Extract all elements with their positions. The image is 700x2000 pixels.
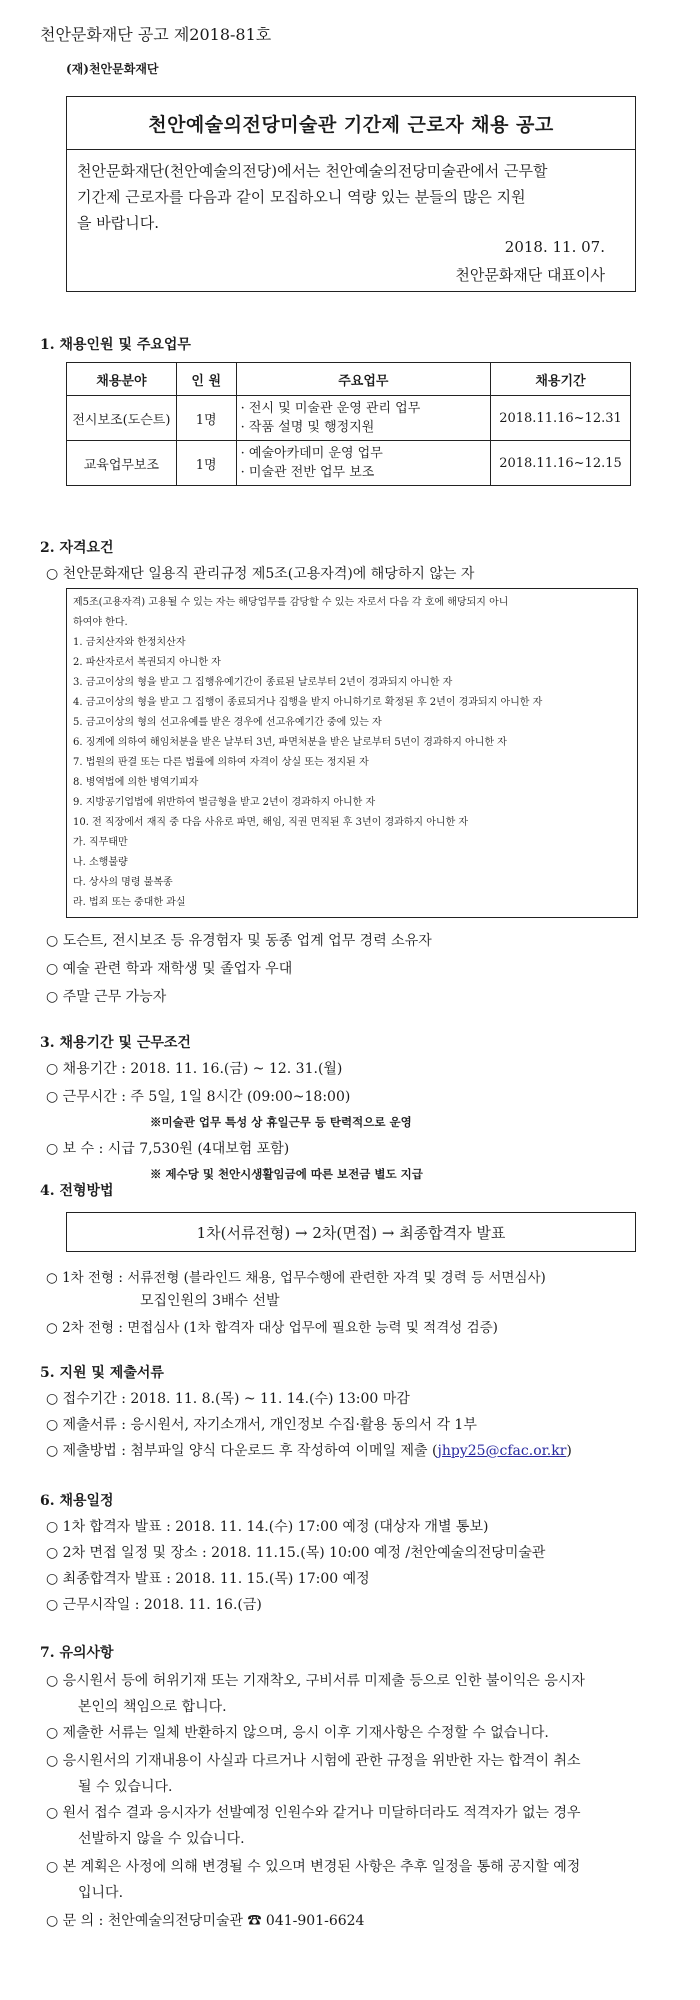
duty-line: · 전시 및 미술관 운영 관리 업무 (240, 401, 421, 416)
table-header: 주요업무 (236, 363, 490, 396)
rule-box (66, 588, 638, 918)
rule-line: 제5조(고용자격) 고용될 수 있는 자는 해당업무를 감당할 수 있는 자로서 다음 각 호에 해당되지 아니 (73, 597, 509, 608)
org-label: (재)천안문화재단 (66, 62, 159, 76)
first-round: ○ 1차 전형 : 서류전형 (블라인드 채용, 업무수행에 관련한 자격 및 경력 등 서면심사) (46, 1270, 546, 1286)
employment-period: ○ 채용기간 : 2018. 11. 16.(금) ~ 12. 31.(월) (46, 1061, 343, 1077)
qualification-bullet: ○ 주말 근무 가능자 (46, 989, 167, 1005)
duty-cell (236, 396, 490, 441)
section-title: 4. 전형방법 (40, 1183, 114, 1199)
rule-line: 5. 금고이상의 형의 선고유예를 받은 경우에 선고유예기간 중에 있는 자 (73, 717, 382, 728)
table-row (67, 441, 631, 486)
section-title: 2. 자격요건 (40, 540, 114, 556)
rule-line: 7. 법원의 판결 또는 다른 법률에 의하여 자격이 상실 또는 정지된 자 (73, 757, 369, 768)
rule-line: 하여야 한다. (73, 617, 128, 628)
pay: ○ 보 수 : 시급 7,530원 (4대보험 포함) (46, 1141, 290, 1157)
schedule-item: ○ 최종합격자 발표 : 2018. 11. 15.(목) 17:00 예정 (46, 1571, 370, 1587)
caution-item: ○ 제출한 서류는 일체 반환하지 않으며, 응시 이후 기재사항은 수정할 수 없습니다. (46, 1725, 549, 1741)
schedule-item: ○ 근무시작일 : 2018. 11. 16.(금) (46, 1597, 262, 1613)
caution-item-cont: 입니다. (78, 1885, 124, 1901)
rule-line: 나. 소행불량 (73, 857, 128, 868)
required-documents: ○ 제출서류 : 응시원서, 자기소개서, 개인정보 수집·활용 동의서 각 1부 (46, 1417, 477, 1433)
duty-cell (236, 441, 490, 486)
caution-item-cont: 선발하지 않을 수 있습니다. (78, 1831, 245, 1847)
table-header: 채용분야 (67, 363, 177, 396)
duty-line: · 미술관 전반 업무 보조 (240, 465, 375, 480)
selection-flow: 1차(서류전형) → 2차(면접) → 최종합격자 발표 (196, 1223, 506, 1242)
section-title: 1. 채용인원 및 주요업무 (40, 337, 191, 353)
period-cell: 2018.11.16~12.31 (491, 396, 631, 441)
hiring-table (66, 362, 631, 486)
duty-line: · 작품 설명 및 행정지원 (240, 420, 375, 435)
table-header: 채용기간 (491, 363, 631, 396)
intro-box (66, 150, 636, 292)
section-title: 7. 유의사항 (40, 1645, 114, 1661)
second-round: ○ 2차 전형 : 면접심사 (1차 합격자 대상 업무에 필요한 능력 및 적격성 검증) (46, 1320, 498, 1336)
selection-flow-box (66, 1212, 636, 1252)
notice-number: 천안문화재단 공고 제2018-81호 (40, 25, 272, 44)
table-row (67, 396, 631, 441)
caution-item: ○ 본 계획은 사정에 의해 변경될 수 있으며 변경된 사항은 추후 일정을 통해 공지할 예정 (46, 1859, 581, 1875)
qualification-main: ○ 천안문화재단 일용직 관리규정 제5조(고용자격)에 해당하지 않는 자 (46, 566, 475, 582)
qualification-bullet: ○ 도슨트, 전시보조 등 유경험자 및 동종 업계 업무 경력 소유자 (46, 933, 432, 949)
email-link[interactable]: jhpy25@cfac.or.kr (437, 1443, 567, 1459)
rule-line: 다. 상사의 명령 불복종 (73, 877, 173, 888)
intro-line: 기간제 근로자를 다음과 같이 모집하오니 역량 있는 분들의 많은 지원 (77, 188, 526, 206)
intro-line: 을 바랍니다. (77, 214, 159, 232)
schedule-item: ○ 2차 면접 일정 및 장소 : 2018. 11.15.(목) 10:00 예정 /천안예술의전당미술관 (46, 1545, 546, 1561)
period-cell: 2018.11.16~12.15 (491, 441, 631, 486)
field-cell: 교육업무보조 (67, 441, 177, 486)
rule-line: 8. 병역법에 의한 병역기피자 (73, 777, 199, 788)
rule-line: 3. 금고이상의 형을 받고 그 집행유예기간이 종료된 날로부터 2년이 경과되지 아니한 자 (73, 677, 453, 688)
section-title: 6. 채용일정 (40, 1493, 114, 1509)
section-title: 5. 지원 및 제출서류 (40, 1365, 164, 1381)
caution-item: ○ 원서 접수 결과 응시자가 선발예정 인원수와 같거나 미달하더라도 적격자가 없는 경우 (46, 1805, 581, 1821)
contact-info: ○ 문 의 : 천안예술의전당미술관 ☎ 041-901-6624 (46, 1913, 365, 1929)
submission-method-text: ○ 제출방법 : 첨부파일 양식 다운로드 후 작성하여 이메일 제출 ( (46, 1443, 438, 1459)
count-cell: 1명 (176, 396, 236, 441)
field-cell: 전시보조(도슨트) (67, 396, 177, 441)
section-title: 3. 채용기간 및 근무조건 (40, 1035, 191, 1051)
pay-note: ※ 제수당 및 천안시생활임금에 따른 보전금 별도 지급 (150, 1167, 423, 1181)
qualification-bullet: ○ 예술 관련 학과 재학생 및 졸업자 우대 (46, 961, 293, 977)
work-hours-note: ※미술관 업무 특성 상 휴일근무 등 탄력적으로 운영 (150, 1115, 412, 1129)
caution-item-cont: 될 수 있습니다. (78, 1779, 173, 1795)
rule-line: 2. 파산자로서 복권되지 아니한 자 (73, 657, 221, 668)
intro-line: 천안문화재단(천안예술의전당)에서는 천안예술의전당미술관에서 근무할 (77, 162, 548, 180)
caution-item-cont: 본인의 책임으로 합니다. (78, 1699, 227, 1715)
work-hours: ○ 근무시간 : 주 5일, 1일 8시간 (09:00~18:00) (46, 1089, 351, 1105)
rule-line: 4. 금고이상의 형을 받고 그 집행이 종료되거나 집행을 받지 아니하기로 확정된 후 2년이 경과되지 아니한 자 (73, 697, 543, 708)
rule-line: 1. 금치산자와 한정치산자 (73, 637, 186, 648)
application-period: ○ 접수기간 : 2018. 11. 8.(목) ~ 11. 14.(수) 13:00 마감 (46, 1391, 410, 1407)
first-round-cont: 모집인원의 3배수 선발 (140, 1293, 280, 1309)
duty-line: · 예술아카데미 운영 업무 (240, 446, 383, 461)
rule-line: 6. 징계에 의하여 해임처분을 받은 날부터 3년, 파면처분을 받은 날로부터 5년이 경과하지 아니한 자 (73, 737, 507, 748)
count-cell: 1명 (176, 441, 236, 486)
table-header: 인 원 (176, 363, 236, 396)
submission-method-end: ) (566, 1443, 572, 1459)
notice-date: 2018. 11. 07. (504, 238, 605, 256)
schedule-item: ○ 1차 합격자 발표 : 2018. 11. 14.(수) 17:00 예정 (대상자 개별 통보) (46, 1519, 489, 1535)
rule-line: 9. 지방공기업법에 위반하여 벌금형을 받고 2년이 경과하지 아니한 자 (73, 797, 376, 808)
rule-line: 라. 법죄 또는 중대한 과실 (73, 897, 186, 908)
rule-line: 가. 직무태만 (73, 837, 128, 848)
submission-method (46, 1440, 572, 1460)
caution-item: ○ 응시원서의 기재내용이 사실과 다르거나 시험에 관한 규정을 위반한 자는 합격이 취소 (46, 1753, 581, 1769)
notice-signer: 천안문화재단 대표이사 (455, 266, 605, 284)
title-box (66, 96, 636, 150)
caution-item: ○ 응시원서 등에 허위기재 또는 기재착오, 구비서류 미제출 등으로 인한 불이익은 응시자 (46, 1673, 585, 1689)
rule-line: 10. 전 직장에서 재직 중 다음 사유로 파면, 해임, 직권 면직된 후 3년이 경과하지 아니한 자 (73, 817, 469, 828)
page-title: 천안예술의전당미술관 기간제 근로자 채용 공고 (148, 113, 554, 136)
